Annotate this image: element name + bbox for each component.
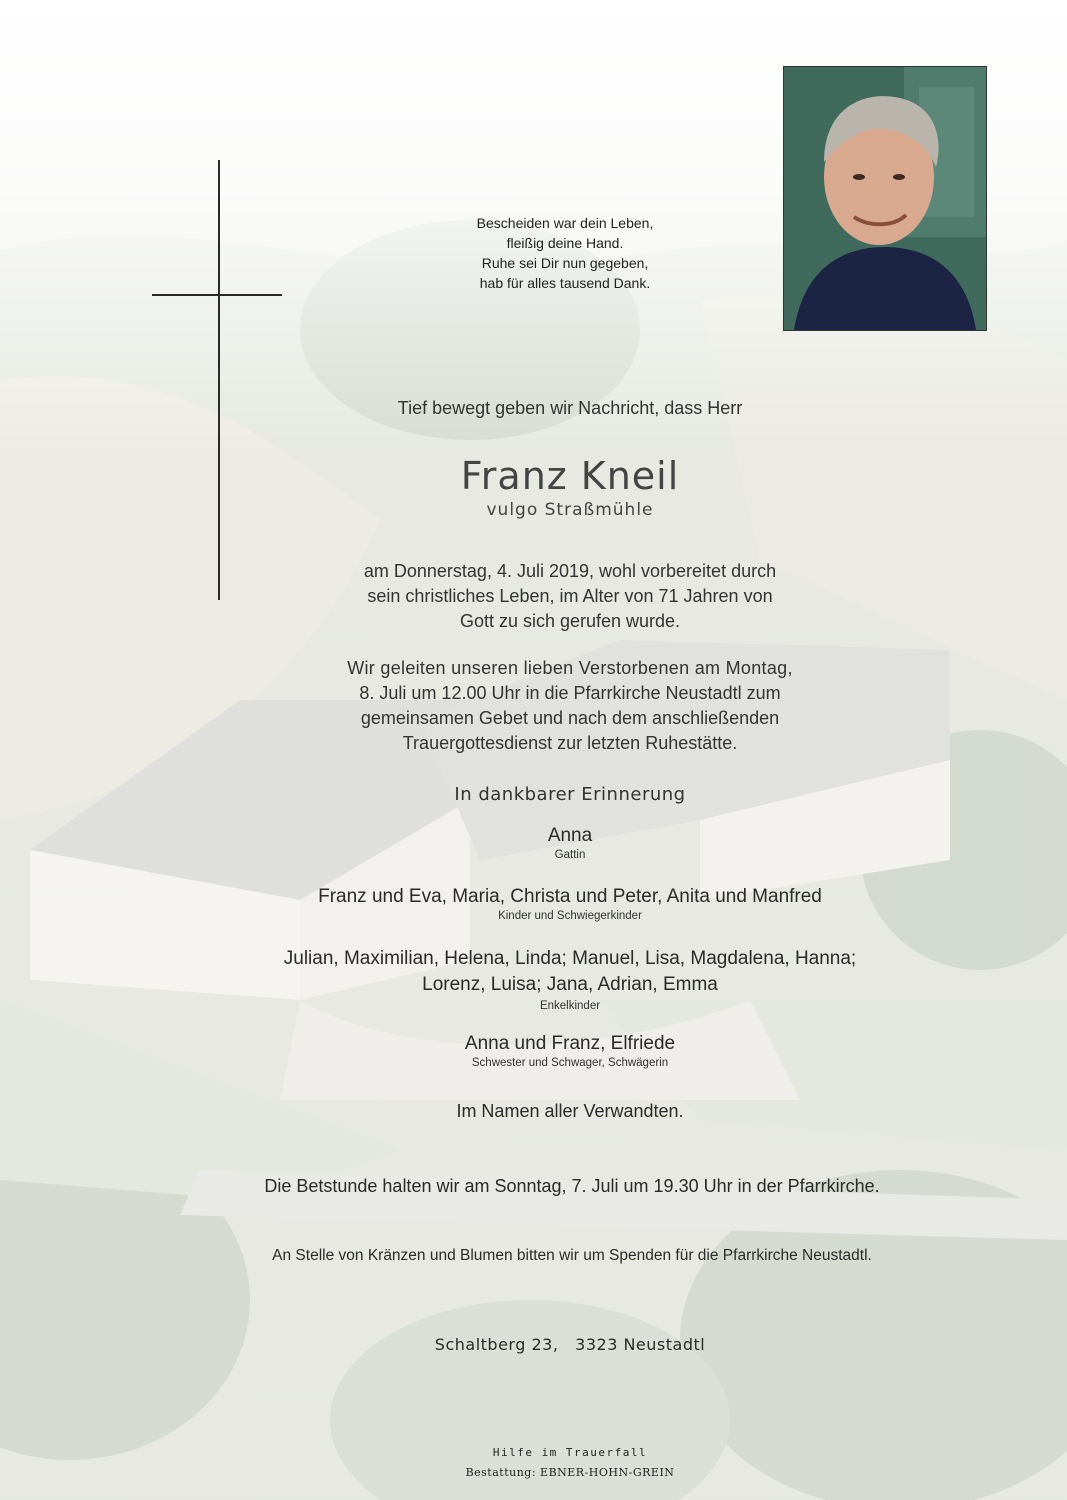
death-notice [0, 559, 1067, 634]
donations-text: An Stelle von Kränzen und Blumen bitten wir um Spenden für die Pfarrkirche Neustadtl. [272, 1247, 872, 1264]
funeral-line: 8. Juli um 12.00 Uhr in die Pfarrkirche Neustadtl zum [359, 683, 781, 703]
mourner-role: Gattin [554, 849, 586, 861]
funeral-line: gemeinsamen Gebet und nach dem anschließenden [360, 708, 780, 728]
prayer-hour-text: Die Betstunde halten wir am Sonntag, 7. Juli um 19.30 Uhr in der Pfarrkirche. [264, 1176, 880, 1196]
poem-line: Bescheiden war dein Leben, [476, 215, 654, 231]
mourner-names: Franz und Eva, Maria, Christa und Peter, Anita und Manfred [318, 886, 822, 907]
funeral-line: Wir geleiten unseren lieben Verstorbenen am Montag, [347, 658, 793, 678]
mourner-names: Anna und Franz, Elfriede [464, 1033, 676, 1054]
poem-line: Ruhe sei Dir nun gegeben, [481, 255, 649, 271]
mourner-names: Julian, Maximilian, Helena, Linda; Manuel, Lisa, Magdalena, Hanna; [283, 948, 857, 969]
death-notice-line: am Donnerstag, 4. Juli 2019, wohl vorbereitet durch [363, 561, 777, 581]
footer-funeral-home: Bestattung: EBNER-HOHN-GREIN [465, 1466, 675, 1479]
cross-vertical-bar [218, 160, 220, 600]
mourner-role: Kinder und Schwiegerkinder [498, 910, 642, 922]
mourner-role: Schwester und Schwager, Schwägerin [471, 1057, 669, 1069]
death-notice-line: Gott zu sich gerufen wurde. [459, 611, 681, 631]
cross-horizontal-bar [152, 294, 282, 296]
deceased-name: Franz Kneil [460, 454, 680, 498]
mourner-group-children [0, 886, 1067, 922]
mourner-names: Anna [547, 825, 593, 846]
mourner-role: Enkelkinder [539, 1000, 601, 1012]
family-address: Schaltberg 23, 3323 Neustadtl [434, 1335, 706, 1354]
intro-text: Tief bewegt geben wir Nachricht, dass Herr [397, 398, 743, 418]
funeral-line: Trauergottesdienst zur letzten Ruhestätte. [402, 733, 738, 753]
poem-line: hab für alles tausend Dank. [479, 275, 651, 291]
on-behalf-text: Im Namen aller Verwandten. [456, 1101, 684, 1121]
memorial-poem [430, 213, 700, 293]
mourner-group-siblings [0, 1033, 1067, 1069]
death-notice-line: sein christliches Leben, im Alter von 71 Jahren von [367, 586, 773, 606]
mourner-names: Lorenz, Luisa; Jana, Adrian, Emma [422, 974, 718, 995]
remembrance-heading: In dankbarer Erinnerung [454, 784, 686, 805]
deceased-vulgo: vulgo Straßmühle [486, 500, 654, 520]
mourner-group-spouse [0, 825, 1067, 861]
funeral-notice [0, 656, 1067, 756]
poem-line: fleißig deine Hand. [506, 235, 624, 251]
mourner-group-grandchildren [0, 946, 1067, 1012]
portrait-photo [783, 66, 987, 331]
footer-slogan: Hilfe im Trauerfall [492, 1446, 648, 1459]
